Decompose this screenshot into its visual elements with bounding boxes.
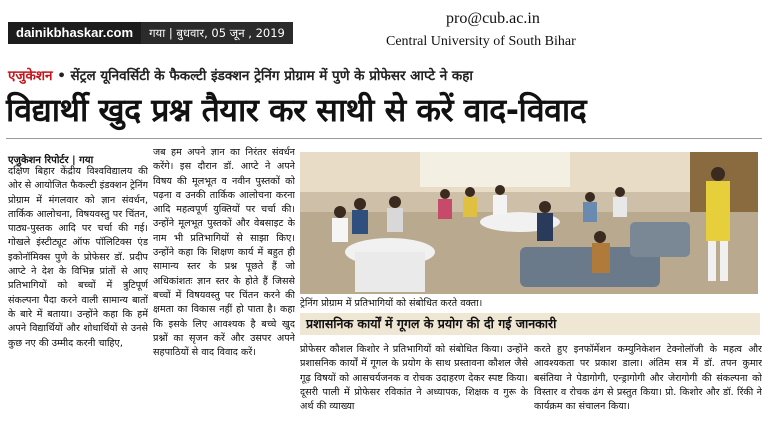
article-column-1: दक्षिण बिहार केंद्रीय विश्वविद्यालय की ओर से आयोजित फैकल्टी इंडक्शन ट्रेनिंग प्रोग्राम में मंगलवार को ज्ञान संवर्धन, तार्किक आलोचना, विषयवस्तु पर चिंतन, पाठ्य-पुस्तक आदि पर चर्चा की गई। गोखले इंस्टीट्यूट ऑफ पॉलिटिक्स एंड इकोनॉमिक्स पुणे के प्रोफेसर डॉ. प्रदीप आप्टे ने देश के विभिन्न प्रांतों से आए प्रतिभागियों को बच्चों में त्रुटिपूर्ण संकल्पना पैदा करने वाली सामान्य बातों के बारे में बताया। उन्होंने कहा कि हमें अपने विद्यार्थियों और शोधार्थियों से उनसे कुछ नए की उम्मीद करनी चाहिए, (8, 166, 148, 349)
site-logo[interactable]: dainikbhaskar.com (8, 22, 141, 44)
kicker-tag: एजुकेशन (8, 68, 53, 84)
contact-email[interactable]: pro@cub.ac.in (446, 10, 540, 27)
dateline: गया | बुधवार, 05 जून , 2019 (149, 25, 285, 40)
article-column-2: जब हम अपने ज्ञान का निरंतर संवर्धन करेंगे। इस दौरान डॉ. आप्टे ने अपने विषय की मूलभूत व नवीन पुस्तकों को पढ़ना व उनकी तार्किक आलोचना करना आदि महत्वपूर्ण युक्तियों पर चर्चा की। उन्होंने मूलभूत पुस्तकों और वेबसाइट के नाम भी प्रतिभागियों से साझा किए। उन्होंने कहा कि शिक्षण कार्य में बहुत ही सामान्य स्तर के प्रश्न पूछते हैं जो अधिकांशतः ज्ञान स्तर के होते हैं जिससे बच्चों में विषयवस्तु पर चिंतन करने की क्षमता का विकास नहीं हो पाता है। कहा कि इसके लिए आवश्यक है बच्चे खुद प्रश्नों का सृजन करें और उसपर अपने सहपाठियों से वाद विवाद करें। (153, 147, 295, 359)
divider (6, 138, 762, 139)
byline: एजुकेशन रिपोर्टर | गया (8, 155, 94, 166)
university-name: Central University of South Bihar (386, 34, 576, 49)
kicker-text: • सेंट्रल यूनिवर्सिटी के फैकल्टी इंडक्शन ट्रेनिंग प्रोग्राम में पुणे के प्रोफेसर आप्टे ने कहा (52, 68, 473, 84)
article-headline: विद्यार्थी खुद प्रश्न तैयार कर साथी से करें वाद-विवाद (6, 91, 587, 129)
article-kicker (8, 66, 473, 84)
photo-illustration (300, 152, 758, 294)
masthead-bar (8, 22, 293, 44)
photo-caption: ट्रेनिंग प्रोग्राम में प्रतिभागियों को संबोधित करते वक्ता। (300, 298, 483, 309)
section-subhead: प्रशासनिक कार्यों में गूगल के प्रयोग की दी गई जानकारी (300, 313, 760, 335)
event-photo (300, 152, 758, 294)
article-column-3: प्रोफेसर कौशल किशोर ने प्रतिभागियों को संबोधित किया। उन्होंने प्रशासनिक कार्यों में गूगल के प्रयोग के साथ प्रस्तावना कौशल जैसे गूढ़ विषयों को आसचर्यजनक व रोचक उदाहरण देकर स्पष्ट किया। दूसरी पाली में प्रोफेसर रविकांत ने अध्यापक, शिक्षक व गुरू के अर्थ की व्याख्या (300, 344, 528, 413)
article-column-4: करते हुए इनफॉर्मेशन कम्युनिकेशन टेक्नोलॉजी के महत्व और आवश्यकता पर प्रकाश डाला। अंतिम सत्र में डॉ. तपन कुमार बसंतिया ने पेडागोगी, एन्ड्रागोगी और जेरागोगी की संकल्पना को विस्तार व रोचक ढंग से प्रस्तुत किया। प्रो. किशोर और डॉ. रिंकी ने कार्यक्रम का संचालन किया। (534, 344, 762, 413)
